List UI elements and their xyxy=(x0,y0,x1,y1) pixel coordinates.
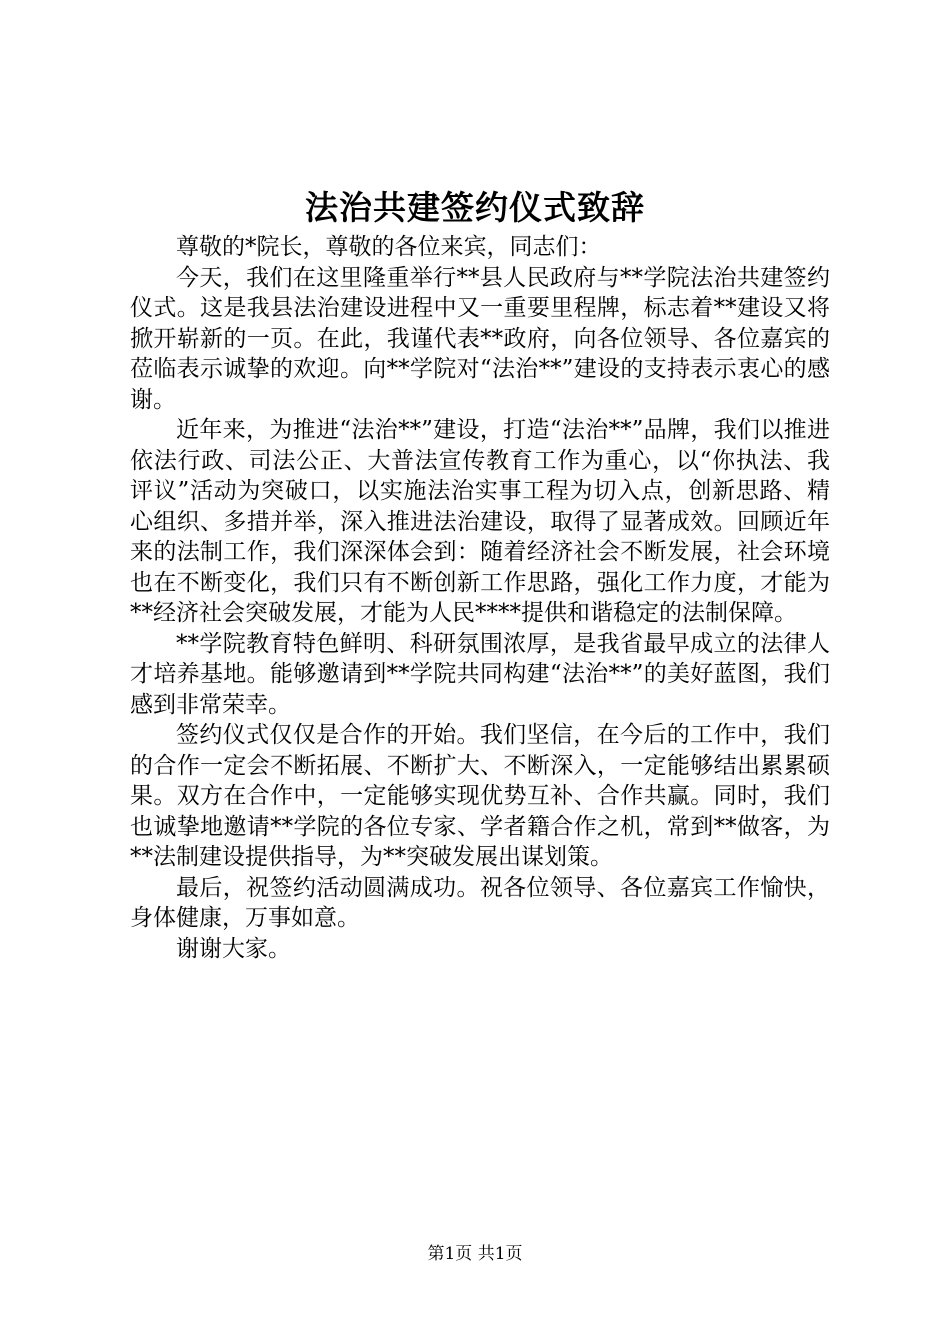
document-title: 法治共建签约仪式致辞 xyxy=(305,188,645,227)
paragraph-salutation: 尊敬的*院长，尊敬的各位来宾，同志们： xyxy=(176,234,602,260)
document-body xyxy=(130,232,830,964)
paragraph-closing: 谢谢大家。 xyxy=(176,935,291,962)
paragraph-2: 近年来，为推进“法治**”建设，打造“法治**”品牌，我们以推进依法行政、司法公正、大普法宣传教育工作为重心，以“你执法、我评议”活动为突破口，以实施法治实事工程为切入点，创新思路、精心组织、多措并举，深入推进法治建设，取得了显著成效。回顾近年来的法制工作，我们深深体会到：随着经济社会不断发展，社会环境也在不断变化，我们只有不断创新工作思路，强化工作力度，才能为**经济社会突破发展，才能为人民****提供和谐稳定的法制保障。 xyxy=(130,417,830,626)
paragraph-1: 今天，我们在这里隆重举行**县人民政府与**学院法治共建签约仪式。这是我县法治建设进程中又一重要里程牌，标志着**建设又将掀开崭新的一页。在此，我谨代表**政府，向各位领导、各位嘉宾的莅临表示诚挚的欢迎。向**学院对“法治**”建设的支持表示衷心的感谢。 xyxy=(130,264,830,413)
paragraph-5: 最后，祝签约活动圆满成功。祝各位领导、各位嘉宾工作愉快，身体健康，万事如意。 xyxy=(130,874,830,931)
paragraph-3: **学院教育特色鲜明、科研氛围浓厚，是我省最早成立的法律人才培养基地。能够邀请到**学院共同构建“法治**”的美好蓝图，我们感到非常荣幸。 xyxy=(130,630,830,718)
paragraph-4: 签约仪式仅仅是合作的开始。我们坚信，在今后的工作中，我们的合作一定会不断拓展、不断扩大、不断深入，一定能够结出累累硕果。双方在合作中，一定能够实现优势互补、合作共赢。同时，我们也诚挚地邀请**学院的各位专家、学者籍合作之机，常到**做客，为**法制建设提供指导，为**突破发展出谋划策。 xyxy=(130,722,830,870)
page-number-footer: 第1页 共1页 xyxy=(427,1244,523,1264)
